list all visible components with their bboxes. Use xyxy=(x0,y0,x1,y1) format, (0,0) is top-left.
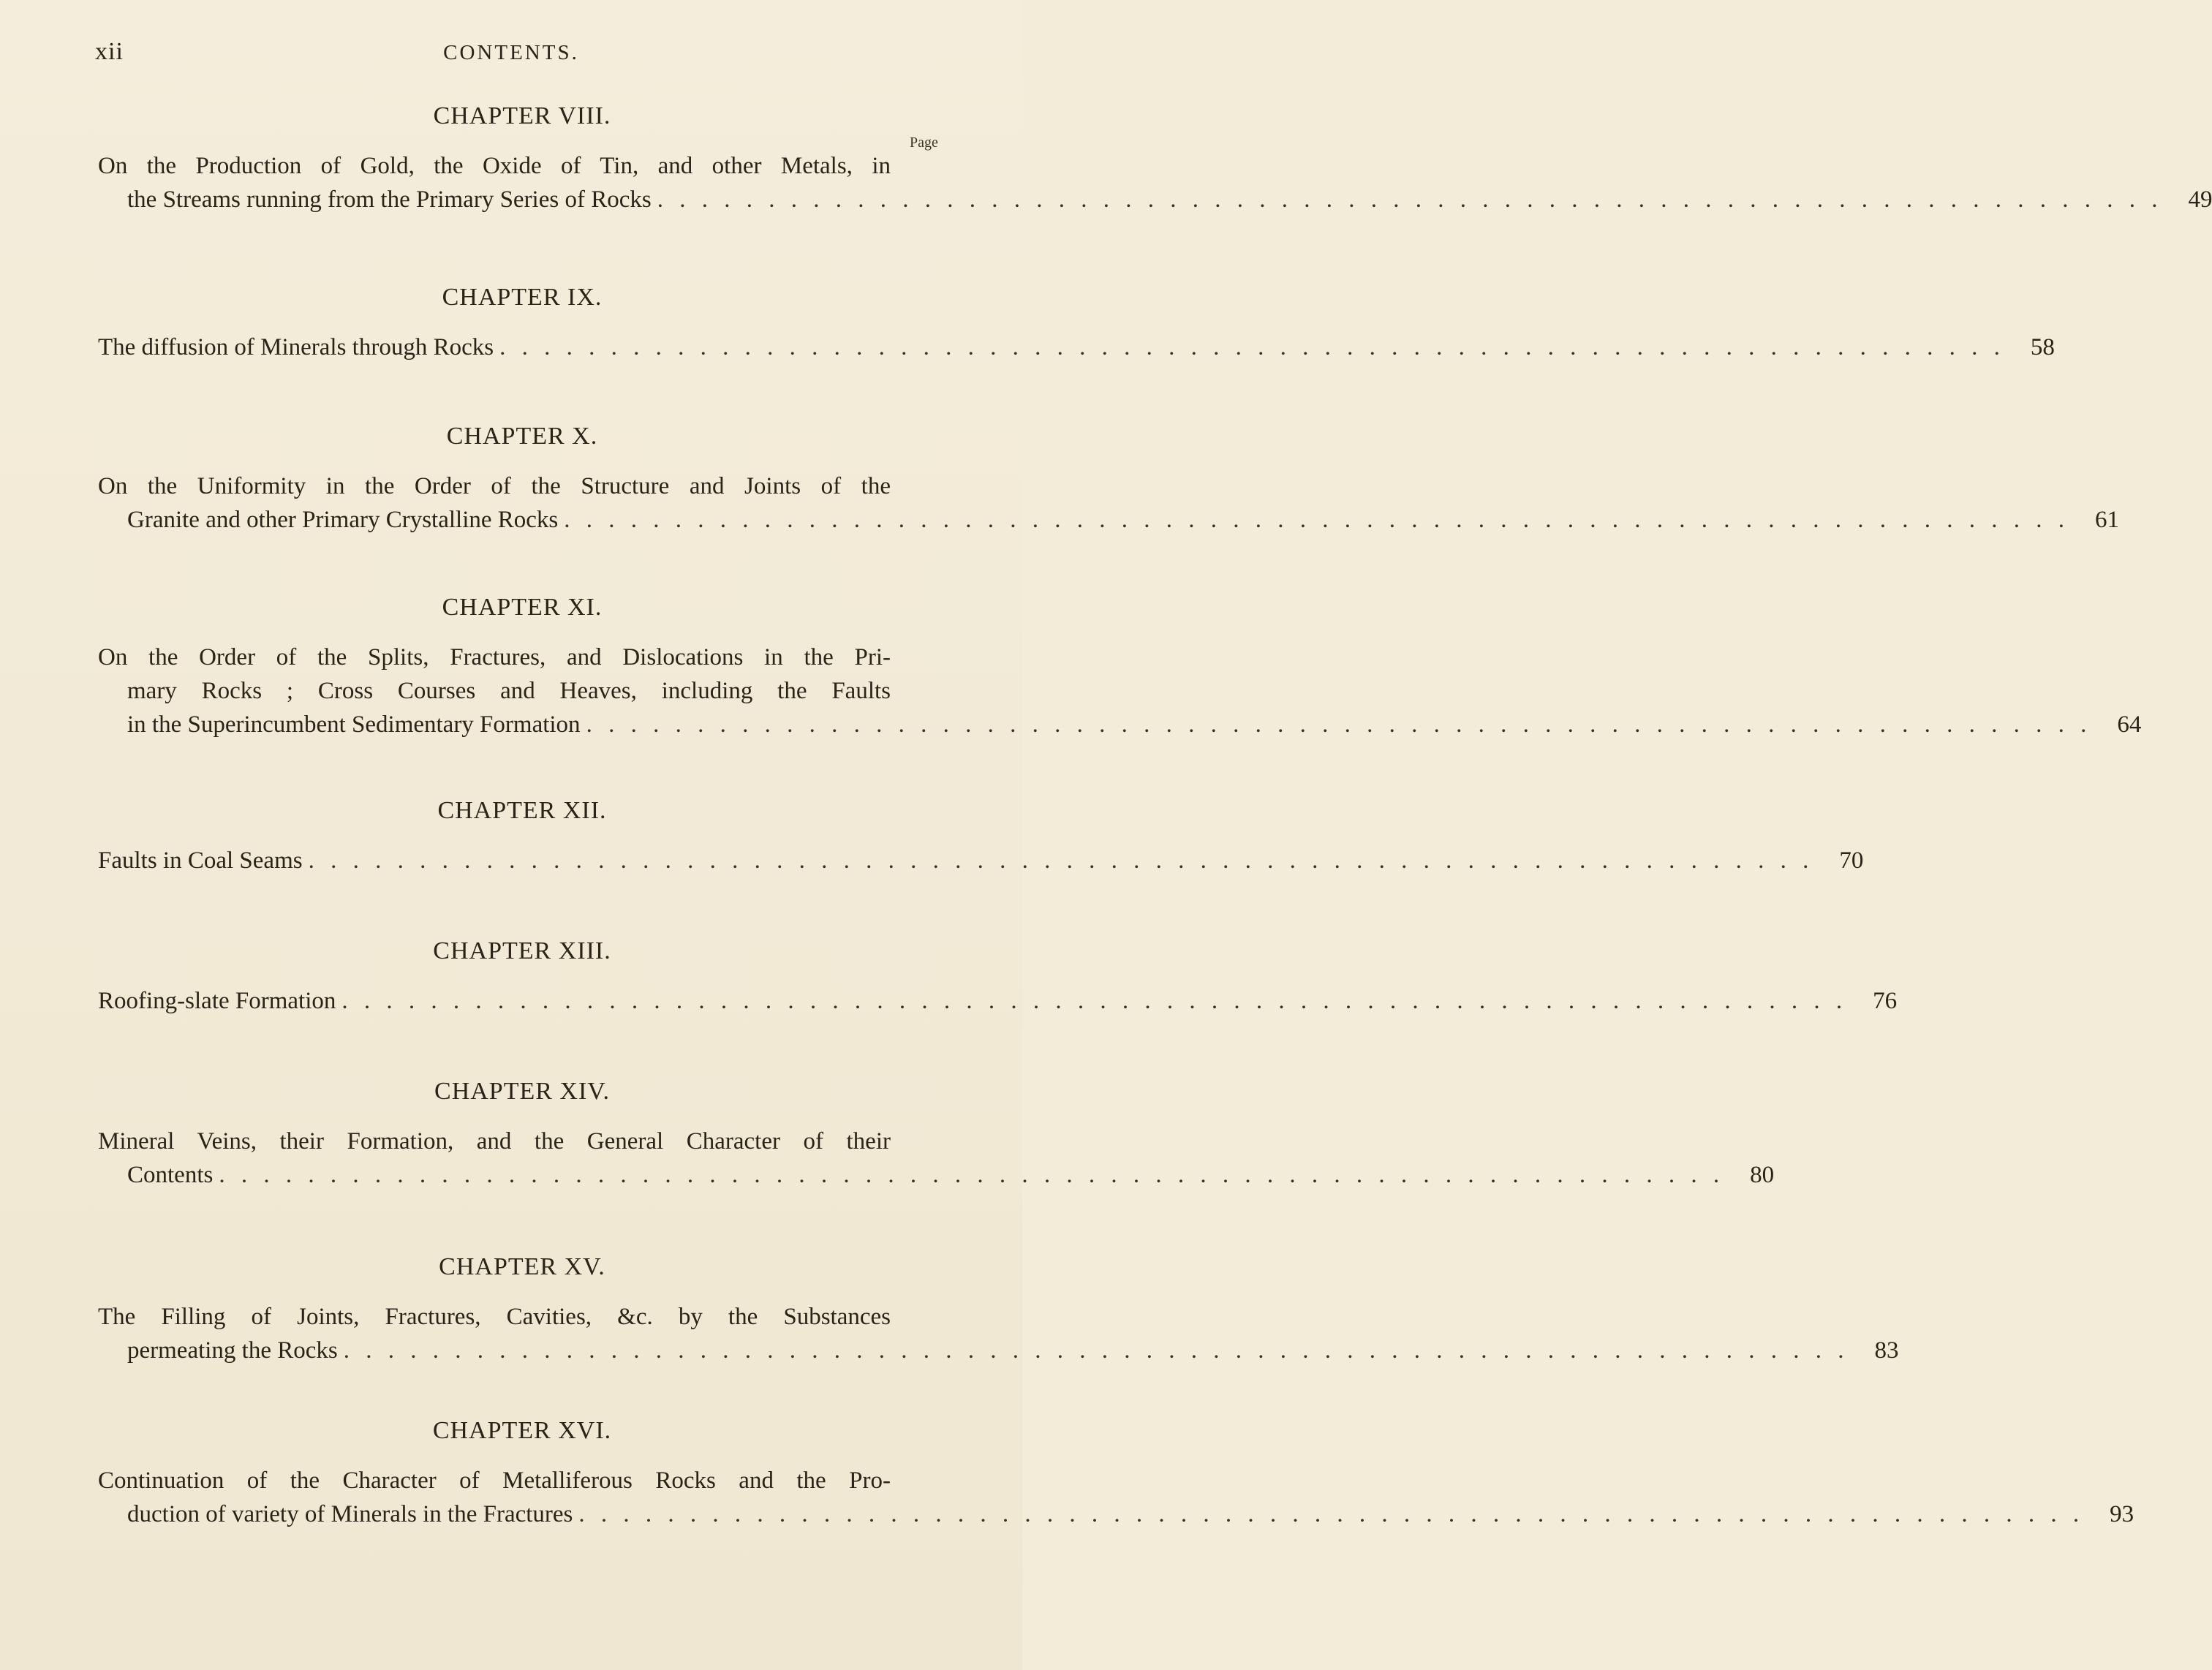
chapter-title: CHAPTER VIII. xyxy=(433,102,611,129)
page-reference: 80 xyxy=(1750,1162,1775,1188)
chapter-title: CHAPTER XI. xyxy=(442,594,603,621)
page-reference: 93 xyxy=(2110,1501,2134,1527)
description-line: Mineral Veins, their Formation, and the General Character of their xyxy=(98,1128,891,1155)
page-reference: 83 xyxy=(1874,1337,1899,1364)
chapter-description xyxy=(98,149,2212,216)
description-line: Continuation of the Character of Metalliferous Rocks and the Pro- xyxy=(98,1467,891,1494)
chapter-title: CHAPTER XIV. xyxy=(434,1078,610,1105)
description-text: The diffusion of Minerals through Rocks xyxy=(98,334,494,360)
page-reference: 64 xyxy=(2117,711,2142,738)
page-column-label: Page xyxy=(910,135,938,151)
chapter-description xyxy=(98,844,1864,877)
page-reference: 70 xyxy=(1839,847,1864,874)
chapter-description xyxy=(98,1125,1775,1192)
page-reference: 76 xyxy=(1873,988,1898,1014)
chapter-description xyxy=(98,1300,1899,1367)
chapter-entry xyxy=(98,102,2212,216)
description-last-line xyxy=(98,984,1898,1018)
chapter-entry xyxy=(98,937,1898,1018)
description-text: Roofing-slate Formation xyxy=(98,988,336,1014)
dot-leader: . . . . . . . . . . . . . . . . . . . . . . . . . . . . . . . . . . . . . . . . . . . . . . . . . . . . . . . . . . . . . . . . . . . . xyxy=(564,507,2070,533)
description-text: Faults in Coal Seams xyxy=(98,847,303,874)
page-reference: 61 xyxy=(2095,507,2120,533)
page-reference: 58 xyxy=(2030,334,2055,360)
chapter-description xyxy=(98,469,2120,537)
chapter-description xyxy=(98,641,2142,741)
chapter-entry xyxy=(98,594,2142,741)
description-last-line xyxy=(98,844,1864,877)
description-last-line xyxy=(98,708,2142,741)
chapter-entry xyxy=(98,1253,1899,1367)
description-text: permeating the Rocks xyxy=(127,1337,338,1364)
chapter-title: CHAPTER XVI. xyxy=(432,1417,612,1444)
chapter-title: CHAPTER XIII. xyxy=(433,937,611,964)
chapter-entry xyxy=(98,284,2055,364)
chapter-entry xyxy=(98,797,1864,877)
dot-leader: . . . . . . . . . . . . . . . . . . . . . . . . . . . . . . . . . . . . . . . . . . . . . . . . . . . . . . . . . . . . . . . . . . . . xyxy=(308,847,1814,874)
dot-leader: . . . . . . . . . . . . . . . . . . . . . . . . . . . . . . . . . . . . . . . . . . . . . . . . . . . . . . . . . . . . . . . . . . . . xyxy=(499,334,2005,360)
description-line: On the Order of the Splits, Fractures, and Dislocations in the Pri- xyxy=(98,644,891,670)
page-reference: 49 xyxy=(2188,186,2212,213)
chapter-title: CHAPTER X. xyxy=(446,423,598,450)
chapter-description xyxy=(98,984,1898,1018)
description-text: Granite and other Primary Crystalline Rocks xyxy=(127,507,559,533)
dot-leader: . . . . . . . . . . . . . . . . . . . . . . . . . . . . . . . . . . . . . . . . . . . . . . . . . . . . . . . . . . . . . . . . . . . . xyxy=(219,1162,1725,1188)
description-last-line xyxy=(98,183,2212,216)
chapter-description xyxy=(98,1464,2134,1531)
running-head xyxy=(0,38,1022,75)
description-text: in the Superincumbent Sedimentary Formation xyxy=(127,711,581,738)
description-last-line xyxy=(98,1497,2134,1531)
description-line: On the Production of Gold, the Oxide of Tin, and other Metals, in xyxy=(98,153,891,179)
chapter-title: CHAPTER IX. xyxy=(442,284,603,311)
dot-leader: . . . . . . . . . . . . . . . . . . . . . . . . . . . . . . . . . . . . . . . . . . . . . . . . . . . . . . . . . . . . . . . . . . . . xyxy=(578,1501,2085,1527)
chapter-entry xyxy=(98,423,2120,537)
description-line: mary Rocks ; Cross Courses and Heaves, including the Faults xyxy=(127,678,891,704)
description-last-line xyxy=(98,330,2055,364)
chapter-entry xyxy=(98,1078,1775,1192)
description-text: the Streams running from the Primary Series of Rocks xyxy=(127,186,652,213)
description-last-line xyxy=(98,503,2120,537)
description-text: duction of variety of Minerals in the Fractures xyxy=(127,1501,573,1527)
description-text: Contents xyxy=(127,1162,214,1188)
dot-leader: . . . . . . . . . . . . . . . . . . . . . . . . . . . . . . . . . . . . . . . . . . . . . . . . . . . . . . . . . . . . . . . . . . . . xyxy=(657,186,2163,213)
description-last-line xyxy=(98,1158,1775,1192)
chapter-description xyxy=(98,330,2055,364)
description-last-line xyxy=(98,1334,1899,1367)
dot-leader: . . . . . . . . . . . . . . . . . . . . . . . . . . . . . . . . . . . . . . . . . . . . . . . . . . . . . . . . . . . . . . . . . . . . xyxy=(341,988,1848,1014)
dot-leader: . . . . . . . . . . . . . . . . . . . . . . . . . . . . . . . . . . . . . . . . . . . . . . . . . . . . . . . . . . . . . . . . . . . . xyxy=(586,711,2092,738)
running-title: CONTENTS. xyxy=(443,41,579,64)
chapter-title: CHAPTER XII. xyxy=(437,797,607,824)
chapter-title: CHAPTER XV. xyxy=(439,1253,605,1280)
description-line: The Filling of Joints, Fractures, Cavities, &c. by the Substances xyxy=(98,1304,891,1330)
dot-leader: . . . . . . . . . . . . . . . . . . . . . . . . . . . . . . . . . . . . . . . . . . . . . . . . . . . . . . . . . . . . . . . . . . . . xyxy=(343,1337,1849,1364)
chapter-entry xyxy=(98,1417,2134,1531)
page-number: xii xyxy=(95,38,124,65)
description-line: On the Uniformity in the Order of the Structure and Joints of the xyxy=(98,473,891,499)
